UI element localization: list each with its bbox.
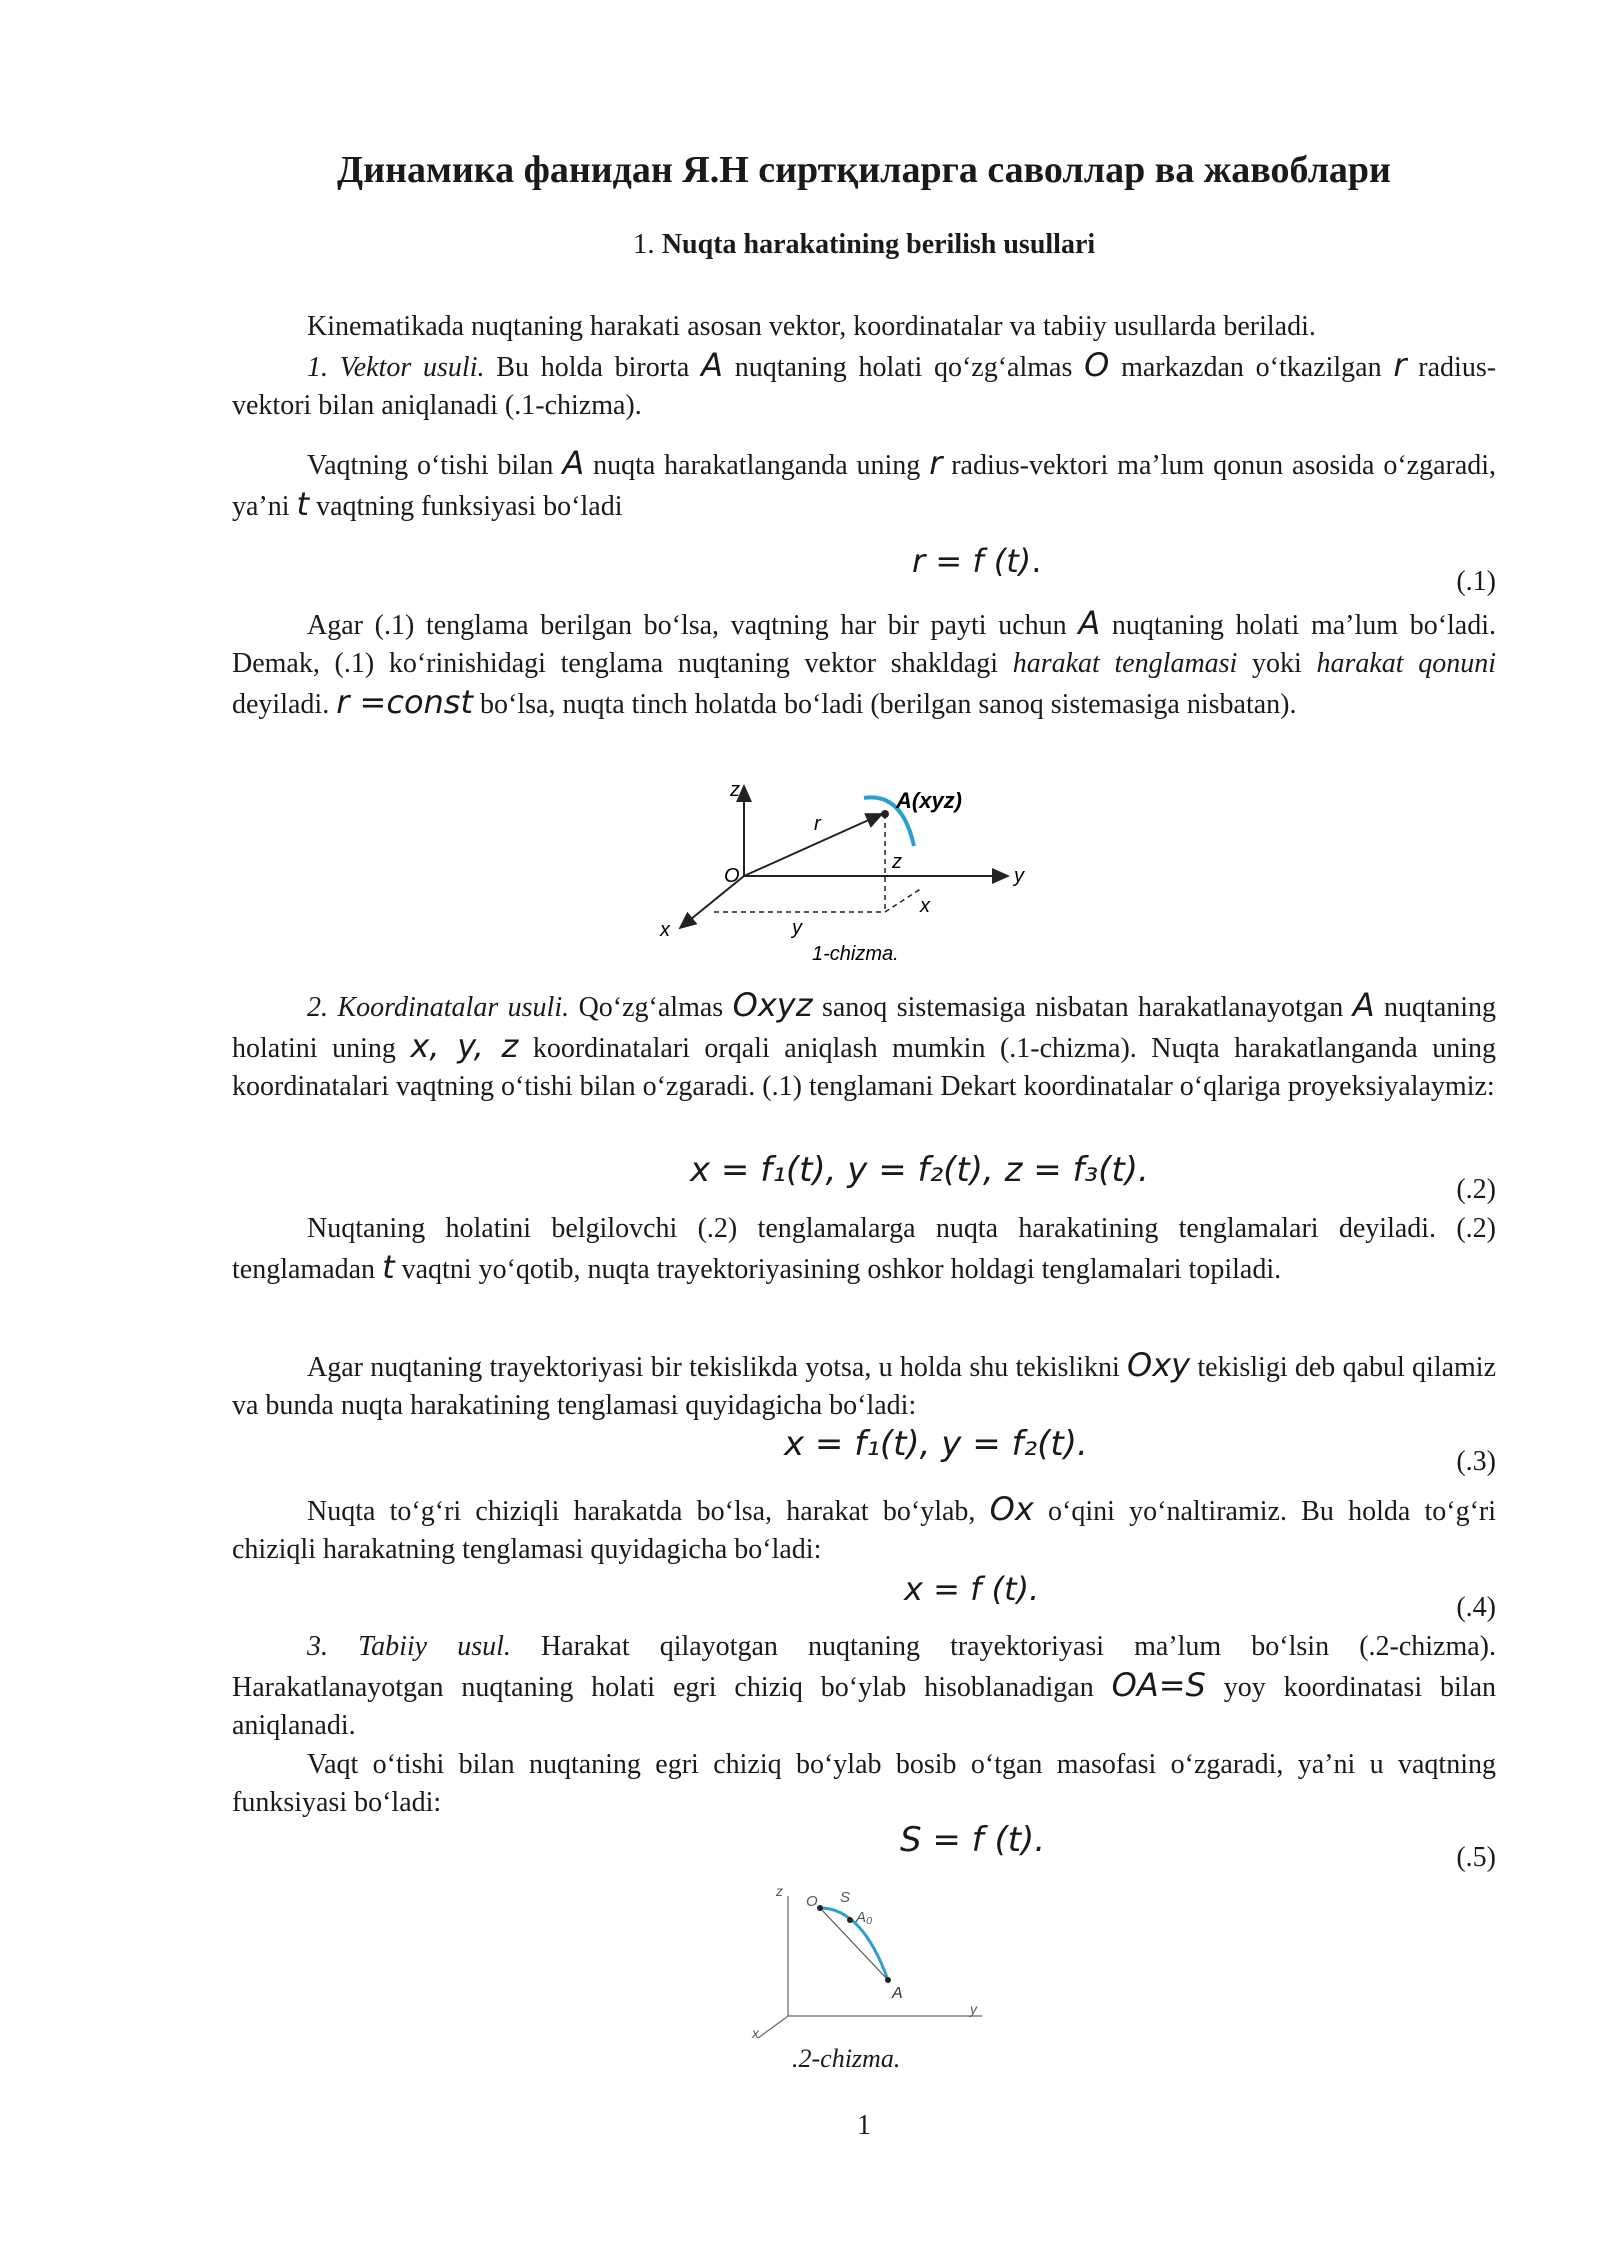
symbol-r-const: r =const [336,683,474,721]
equation-4-number: (.4) [1456,1592,1496,1623]
document-title: Динамика фанидан Я.Н сиртқиларга саволлар ва жавоблари [337,149,1391,191]
text-span: Qo‘zg‘almas [578,992,724,1023]
symbol-t: t [382,1248,395,1286]
point-A [885,1977,891,1983]
equation-1-dot: . [1031,542,1042,580]
radius-vector [744,814,882,876]
text-span: nuqtaning holatini uning [232,992,1497,1064]
section-heading [232,228,1496,261]
text-span: Agar (.1) tenglama berilgan bo‘lsa, vaqtning har bir payti uchun [307,610,1067,641]
text-span: Nuqtaning holatini belgilovchi (.2) tenglamalarga nuqta harakatining tenglamalari deyiladi. (.2) tenglamadan [232,1213,1496,1285]
paragraph-equations-of-motion [232,1210,1496,1289]
label-A: A [892,1985,903,2002]
text-span: nuqta harakatlanganda uning [593,450,921,481]
text-span: tekisligi deb qabul qilamiz va bunda nuqta harakatining tenglamasi quyidagicha bo‘ladi: [232,1352,1497,1421]
symbol-r: r [929,444,943,482]
text-span: sanoq sistemasiga nisbatan harakatlanayotgan [821,992,1344,1023]
text-span: bo‘lsa, nuqta tinch holatda bo‘ladi (berilgan sanoq sistemasiga nisbatan). [480,689,1297,720]
label-y-axis: y [970,2001,977,2017]
section-title: Nuqta harakatining berilish usullari [661,229,1096,260]
text-span: vaqtning funksiyasi bo‘ladi [316,491,623,522]
label-point-A: A(xyz) [896,788,963,813]
text-span: radius-vektori bilan aniqlanadi (.1-chizma). [232,352,1497,421]
label-A0: A₀ [856,1909,873,1926]
label-z-axis: z [730,779,740,801]
symbol-xyz: x, y, z [410,1027,519,1065]
text-span: koordinatalari orqali aniqlash mumkin (.1-chizma). Nuqta harakatlanganda uning koordinatalari vaqtning o‘tishi bilan o‘zgaradi. (.1) tenglamani Dekart koordinatalar o‘qlariga proyeksiyalaymiz: [232,1033,1497,1102]
natural-method-lead: 3. Tabiiy usul. [307,1631,511,1662]
figure-2-diagram [732,1878,982,2038]
chord-OA [820,1908,888,1980]
paragraph-arc-distance: Vaqt o‘tishi bilan nuqtaning egri chiziq bo‘ylab bosib o‘tgan masofasi o‘zgaradi, ya’ni u vaqtning funksiyasi bo‘ladi: [232,1749,1496,1818]
paragraph-motion-law [232,604,1496,724]
symbol-A: A [1352,986,1375,1024]
symbol-r: r [1393,346,1407,384]
equation-1-number: (.1) [1456,566,1496,597]
symbol-Ox: Ox [989,1490,1034,1528]
text-span: nuqtaning holati qo‘zg‘almas [734,352,1073,383]
equation-2-number: (.2) [1456,1174,1496,1205]
coordinate-method-lead: 2. Koordinatalar usuli. [307,992,570,1023]
equation-3-number: (.3) [1456,1446,1496,1477]
text-span: o‘qini yo‘naltiramiz. Bu holda to‘g‘ri chiziqli harakatning tenglamasi quyidagicha bo‘ladi: [232,1496,1497,1565]
symbol-O: O [1084,346,1110,384]
symbol-Oxyz: Oxyz [732,986,813,1024]
equation-5-number: (.5) [1456,1842,1496,1873]
equation-5: S = f (t). [900,1820,1046,1860]
symbol-Oxy: Oxy [1127,1346,1191,1384]
equation-3: x = f₁(t), y = f₂(t). [784,1424,1088,1464]
symbol-A: A [701,346,723,384]
point-A0 [847,1917,853,1923]
text-span: yoki [1252,648,1302,679]
text-span: Bu holda birorta [496,352,690,383]
figure-1-diagram [652,778,1072,966]
projection-x [885,888,922,912]
label-S: S [840,1889,851,1906]
text-span: Agar nuqtaning trayektoriyasi bir tekislikda yotsa, u holda shu tekislikni [307,1352,1120,1383]
label-z-coordinate: z [892,851,902,873]
label-z-axis: z [776,1883,783,1899]
text-span: Vaqtning o‘tishi bilan [307,450,554,481]
label-O: O [806,1893,818,1910]
label-x-axis: x [752,2025,759,2038]
label-r: r [814,813,821,835]
paragraph-intro: Kinematikada nuqtaning harakati asosan vektor, koordinatalar va tabiiy usullarda beriladi. [307,311,1316,342]
symbol-A: A [562,444,585,482]
figure-1-caption: 1-chizma. [812,943,899,965]
paragraph-planar-motion [232,1346,1496,1425]
paragraph-vector-method [232,346,1496,425]
vector-method-lead: 1. Vektor usuli. [307,352,485,383]
paragraph-natural-method [232,1628,1496,1745]
paragraph-linear-motion [232,1490,1496,1569]
paragraph-radius-vector [232,444,1496,526]
label-y-coordinate: y [792,917,802,939]
symbol-t: t [296,485,310,523]
paragraph-coordinate-method [232,986,1496,1106]
label-y-axis: y [1014,865,1024,887]
equation-2: x = f₁(t), y = f₂(t), z = f₃(t). [690,1150,1149,1190]
symbol-OA-S: OA=S [1111,1666,1206,1704]
point-O [817,1905,823,1911]
text-span: deyiladi. [232,689,330,720]
page-number: 1 [857,2110,871,2141]
text-span: radius-vektori ma’lum qonun asosida o‘zgaradi, ya’ni [232,450,1497,522]
text-span: yoy koordinatasi bilan aniqlanadi. [232,1672,1497,1741]
term-motion-equation: harakat tenglamasi [1012,648,1238,679]
point-A [881,810,889,818]
label-x-coordinate: x [920,895,930,917]
figure-2-caption: .2-chizma. [792,2044,901,2073]
text-span: Nuqta to‘g‘ri chiziqli harakatda bo‘lsa, harakat bo‘ylab, [307,1496,976,1527]
equation-1 [912,542,1041,580]
label-O: O [724,865,740,887]
text-span: nuqtaning holati ma’lum bo‘ladi. Demak, (.1) ko‘rinishidagi tenglama nuqtaning vektor shakldagi [232,610,1497,679]
label-x-axis: x [660,919,670,941]
equation-4: x = f (t). [904,1570,1040,1608]
text-span: markazdan o‘tkazilgan [1121,352,1382,383]
equation-1-formula: r = f (t) [912,542,1032,580]
text-span: Harakat qilayotgan nuqtaning trayektoriyasi ma’lum bo‘lsin (.2-chizma). Harakatlanayotgan nuqtaning holati egri chiziq bo‘ylab hisoblanadigan [232,1631,1497,1703]
section-number: 1. [632,228,655,260]
term-motion-law: harakat qonuni [1316,648,1497,679]
text-span: vaqtni yo‘qotib, nuqta trayektoriyasining oshkor holdagi tenglamalari topiladi. [401,1254,1282,1285]
symbol-A: A [1078,604,1101,642]
